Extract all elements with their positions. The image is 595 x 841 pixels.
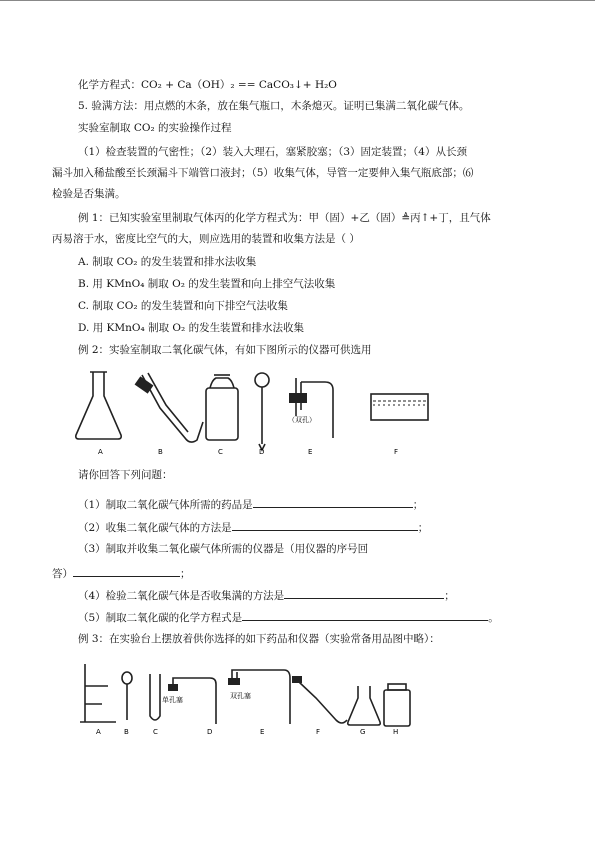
figure2-label-c: C xyxy=(153,728,158,736)
answer-blank-1[interactable] xyxy=(253,496,413,508)
question-5-punct: 。 xyxy=(488,612,499,624)
figure1-label-b: B xyxy=(158,448,163,456)
iron-stand-a-icon xyxy=(80,664,116,722)
delivery-tube-b-icon xyxy=(135,373,203,442)
equation-line: 化学方程式：CO₂ + Ca（OH）₂ == CaCO₃↓+ H₂O xyxy=(78,79,337,91)
question-4-punct: ； xyxy=(444,590,455,602)
figure-2-apparatus xyxy=(0,658,595,748)
page-top-border xyxy=(0,0,595,1)
double-hole-stopper-e-icon xyxy=(228,670,290,724)
stopper-e-tag: （双孔） xyxy=(288,416,316,424)
figure2-label-f: F xyxy=(316,728,321,736)
figure1-label-d: D xyxy=(259,448,265,456)
gas-jar-c-icon xyxy=(206,375,238,440)
conical-flask-g-icon xyxy=(348,686,381,725)
question-5-text: （5）制取二氧化碳的化学方程式是 xyxy=(78,612,243,624)
example-1-line-2: 丙易溶于水，密度比空气的大，则应选用的装置和收集方法是（ ） xyxy=(52,233,360,245)
answer-blank-4[interactable] xyxy=(284,587,444,599)
question-1-punct: ； xyxy=(412,499,424,511)
question-3-line-1: （3）制取并收集二氧化碳气体所需的仪器是（用仪器的序号回 xyxy=(78,543,369,555)
question-2 xyxy=(78,519,428,535)
double-hole-stopper-e-icon xyxy=(288,378,333,438)
figure2-label-e: E xyxy=(260,728,265,736)
wide-mouth-bottle-h-icon xyxy=(384,684,410,726)
bent-tube-f-icon xyxy=(292,676,347,723)
figure1-label-e: E xyxy=(308,448,313,456)
option-d: D. 用 KMnO₄ 制取 O₂ 的发生装置和排水法收集 xyxy=(78,322,305,334)
question-prompt: 请你回答下列问题： xyxy=(78,469,173,481)
answer-blank-3[interactable] xyxy=(73,565,180,577)
question-4 xyxy=(78,587,455,603)
single-hole-stopper-d-icon xyxy=(162,678,216,724)
procedure-line-2: 漏斗加入稀盐酸至长颈漏斗下端管口液封；（5）收集气体，导管一定要伸入集气瓶底部；⑹ xyxy=(52,167,474,179)
figure2-label-a: A xyxy=(96,728,101,736)
option-c: C. 制取 CO₂ 的发生装置和向下排空气法收集 xyxy=(78,300,288,312)
procedure-line-1: （1）检查装置的气密性；（2）装入大理石，塞紧胶塞；（3）固定装置；（4）从长颈 xyxy=(78,146,467,158)
double-hole-tag: 双孔塞 xyxy=(230,692,251,700)
question-3-text: 答） xyxy=(52,568,73,580)
figure1-label-a: A xyxy=(98,448,103,456)
procedure-title: 实验室制取 CO₂ 的实验操作过程 xyxy=(78,122,232,134)
test-tube-c-icon xyxy=(150,674,160,720)
option-b: B. 用 KMnO₄ 制取 O₂ 的发生装置和向上排空气法收集 xyxy=(78,278,336,290)
procedure-line-3: 检验是否集满。 xyxy=(52,188,126,200)
conical-flask-a-icon xyxy=(76,372,121,439)
question-3-punct: ； xyxy=(180,568,191,580)
long-neck-funnel-d-icon xyxy=(255,373,269,450)
full-test-line: 5. 验满方法：用点燃的木条，放在集气瓶口，木条熄灭。证明已集满二氧化碳气体。 xyxy=(78,100,470,112)
figure2-label-h: H xyxy=(393,728,399,736)
question-4-text: （4）检验二氧化碳气体是否收集满的方法是 xyxy=(78,590,285,602)
question-2-punct: ； xyxy=(417,522,429,534)
figure1-label-f: F xyxy=(394,448,399,456)
example-2-line: 例 2：实验室制取二氧化碳气体，有如下图所示的仪器可供选用 xyxy=(78,344,372,356)
answer-blank-5[interactable] xyxy=(242,609,488,621)
example-1-line-1: 例 1：已知实验室里制取气体丙的化学方程式为：甲（固）+乙（固）≜丙↑+丁，且气体 xyxy=(78,212,491,224)
question-1-text: （1）制取二氧化碳气体所需的药品是 xyxy=(78,499,253,511)
figure2-label-d: D xyxy=(207,728,213,736)
question-2-text: （2）收集二氧化碳气体的方法是 xyxy=(78,522,232,534)
funnel-b-icon xyxy=(122,672,132,720)
water-trough-f-icon xyxy=(371,394,428,420)
figure1-label-c: C xyxy=(218,448,223,456)
figure2-label-g: G xyxy=(360,728,366,736)
figure2-label-b: B xyxy=(124,728,129,736)
answer-blank-2[interactable] xyxy=(232,519,418,531)
question-5 xyxy=(78,609,499,625)
question-3-line-2 xyxy=(52,565,191,581)
question-1 xyxy=(78,496,423,512)
example-3-line: 例 3：在实验台上摆放着供你选择的如下药品和仪器（实验常备用品图中略）： xyxy=(78,633,440,645)
figure-1-apparatus xyxy=(0,360,595,470)
option-a: A. 制取 CO₂ 的发生装置和排水法收集 xyxy=(78,256,257,268)
single-hole-tag: 单孔塞 xyxy=(162,696,183,704)
